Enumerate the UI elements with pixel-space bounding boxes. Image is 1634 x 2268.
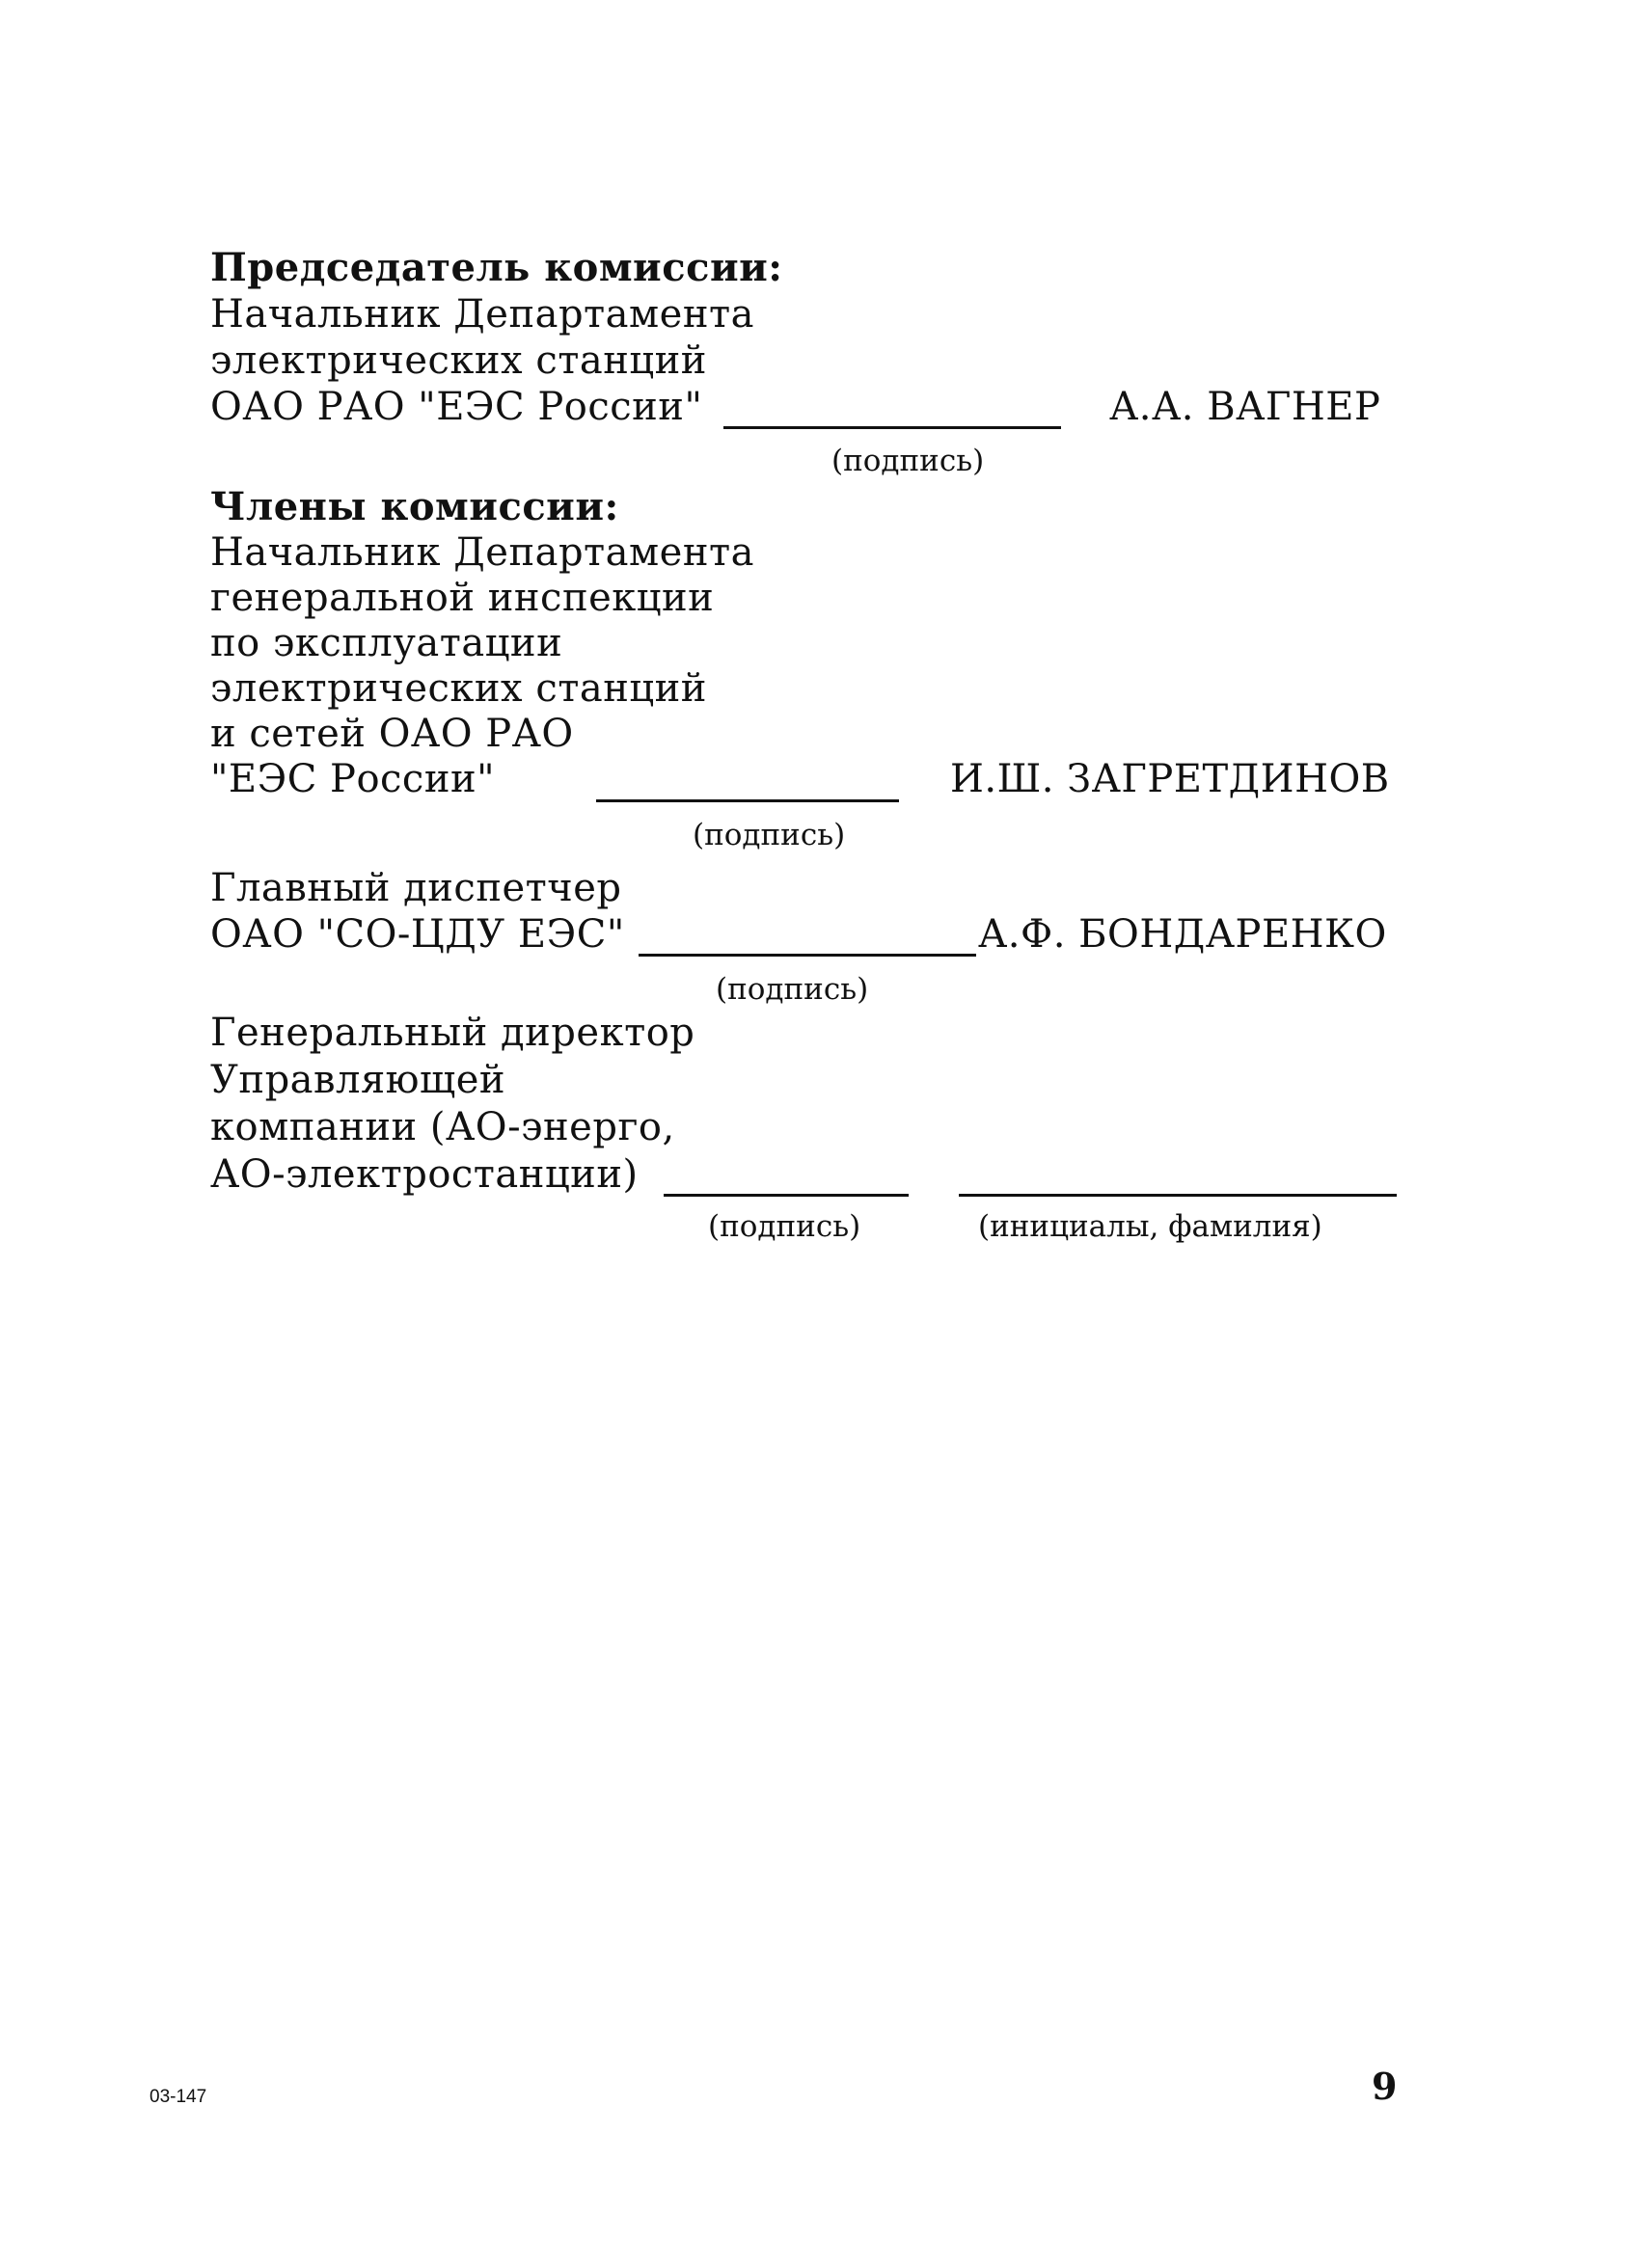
member3-position-line: Управляющей	[210, 1058, 506, 1102]
member3-position-line: компании (АО-энерго,	[210, 1105, 675, 1149]
member3-name-line	[959, 1194, 1397, 1197]
chairman-position-line: ОАО РАО "ЕЭС России"	[210, 385, 703, 429]
page-number: 9	[1372, 2065, 1398, 2108]
member2-position-line: Главный диспетчер	[210, 866, 622, 910]
member2-name: А.Ф. БОНДАРЕНКО	[978, 912, 1387, 957]
member3-name-caption: (инициалы, фамилия)	[978, 1209, 1322, 1244]
member1-position-line: по эксплуатации	[210, 621, 563, 665]
member1-position-line: генеральной инспекции	[210, 576, 715, 620]
chairman-position-line: Начальник Департамента	[210, 292, 754, 337]
member1-position-line: и сетей ОАО РАО	[210, 712, 574, 756]
member2-signature-caption: (подпись)	[716, 972, 869, 1007]
document-code: 03-147	[150, 2087, 207, 2107]
member3-position-line: АО-электростанции)	[210, 1152, 639, 1197]
member1-signature-caption: (подпись)	[693, 818, 846, 852]
chairman-name: А.А. ВАГНЕР	[1109, 385, 1381, 429]
chairman-signature-caption: (подпись)	[831, 444, 985, 478]
member3-position-line: Генеральный директор	[210, 1011, 695, 1055]
chairman-signature-line	[723, 426, 1061, 429]
members-heading: Члены комиссии:	[210, 484, 619, 529]
member1-position-line: Начальник Департамента	[210, 530, 754, 575]
member1-name: И.Ш. ЗАГРЕТДИНОВ	[950, 757, 1390, 801]
member1-position-line: "ЕЭС России"	[210, 757, 496, 801]
member1-signature-line	[596, 799, 899, 802]
member2-signature-line	[639, 954, 976, 957]
member3-signature-caption: (подпись)	[708, 1209, 861, 1244]
chairman-position-line: электрических станций	[210, 338, 707, 383]
member3-signature-line	[664, 1194, 909, 1197]
chairman-heading: Председатель комиссии:	[210, 245, 783, 290]
member2-position-line: ОАО "СО-ЦДУ ЕЭС"	[210, 912, 625, 957]
member1-position-line: электрических станций	[210, 666, 707, 711]
